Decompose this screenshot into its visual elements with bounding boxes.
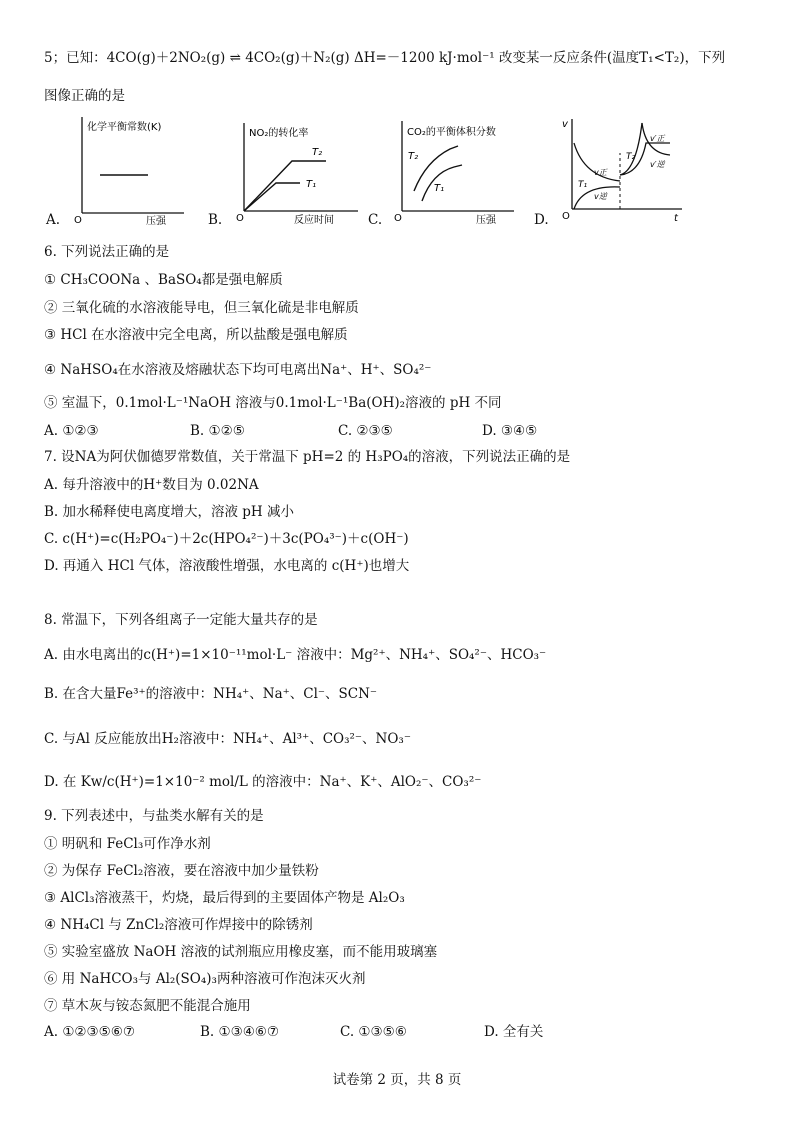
q9-item-2: ② 为保存 FeCl₂溶液，要在溶液中加少量铁粉: [44, 863, 319, 879]
graph-d-origin: O: [562, 211, 570, 222]
q6-item-4: ④ NaHSO₄在水溶液及熔融状态下均可电离出Na⁺、H⁺、SO₄²⁻: [44, 362, 432, 378]
q9-item-6: ⑥ 用 NaHCO₃与 Al₂(SO₄)₃两种溶液可作泡沫灭火剂: [44, 971, 366, 987]
graph-d-ylabel: v: [562, 119, 568, 130]
q5-option-a-label: A.: [46, 212, 61, 228]
q9-item-7: ⑦ 草木灰与铵态氮肥不能混合施用: [44, 998, 251, 1014]
graph-c-ylabel: CO₂的平衡体积分数: [407, 127, 496, 138]
q9-option-b: B. ①③④⑥⑦: [200, 1024, 280, 1040]
q9-option-d: D. 全有关: [484, 1024, 544, 1040]
q5-graph-b: [234, 113, 364, 225]
q5-option-c-label: C.: [368, 212, 383, 228]
q5-stem-line1: 5；已知：4CO(g)＋2NO₂(g) ⇌ 4CO₂(g)＋N₂(g) ΔH=－1200 kJ·mol⁻¹ 改变某一反应条件(温度T₁<T₂)，下列: [44, 50, 726, 66]
graph-d-curve-vz2: [620, 123, 642, 175]
graph-c-t1-label: T₁: [434, 183, 445, 194]
q7-option-b: B. 加水稀释使电离度增大，溶液 pH 减小: [44, 504, 295, 520]
graph-b-origin: O: [236, 213, 244, 224]
graph-d-vz1-label: v正: [594, 168, 607, 177]
graph-d-t1-label: T₁: [578, 180, 588, 190]
q9-item-4: ④ NH₄Cl 与 ZnCl₂溶液可作焊接中的除锈剂: [44, 917, 313, 933]
graph-a-ylabel: 化学平衡常数(K): [87, 122, 162, 133]
graph-d-vn2-label: v′逆: [650, 160, 665, 169]
q5-option-d-label: D.: [534, 212, 549, 228]
q9-option-a: A. ①②③⑤⑥⑦: [44, 1024, 135, 1040]
q5-option-b-label: B.: [208, 212, 223, 228]
graph-c-origin: O: [394, 213, 402, 224]
graph-b-ylabel: NO₂的转化率: [249, 128, 309, 139]
q7-option-a: A. 每升溶液中的H⁺数目为 0.02NA: [44, 477, 259, 493]
q8-option-d: D. 在 Kw/c(H⁺)=1×10⁻² mol/L 的溶液中：Na⁺、K⁺、AlO₂⁻、CO₃²⁻: [44, 774, 482, 790]
q8-option-b: B. 在含大量Fe³⁺的溶液中：NH₄⁺、Na⁺、Cl⁻、SCN⁻: [44, 686, 378, 702]
q9-item-3: ③ AlCl₃溶液蒸干，灼烧，最后得到的主要固体产物是 Al₂O₃: [44, 890, 405, 906]
graph-d-vn1-label: v逆: [594, 192, 607, 201]
graph-b-xlabel: 反应时间: [294, 215, 334, 225]
q6-item-3: ③ HCl 在水溶液中完全电离，所以盐酸是强电解质: [44, 327, 348, 343]
graph-c-xlabel: 压强: [476, 215, 496, 225]
q7-option-c: C. c(H⁺)=c(H₂PO₄⁻)＋2c(HPO₄²⁻)＋3c(PO₄³⁻)＋c(OH⁻): [44, 531, 409, 547]
q6-option-a: A. ①②③: [44, 423, 99, 439]
q5-stem-line2: 图像正确的是: [44, 88, 125, 104]
graph-b-t2-label: T₂: [312, 147, 323, 158]
q9-option-c: C. ①③⑤⑥: [340, 1024, 407, 1040]
graph-d-t2-label: T₂: [626, 152, 636, 162]
page-footer: 试卷第 2 页，共 8 页: [332, 1072, 462, 1088]
q5-graph-c: [392, 113, 522, 225]
graph-a-xlabel: 压强: [146, 216, 166, 225]
graph-b-curve-t1: [244, 183, 300, 211]
q9-item-1: ① 明矾和 FeCl₃可作净水剂: [44, 836, 211, 852]
q6-item-5: ⑤ 室温下，0.1mol·L⁻¹NaOH 溶液与0.1mol·L⁻¹Ba(OH)₂溶液的 pH 不同: [44, 395, 502, 411]
q6-option-b: B. ①②⑤: [190, 423, 245, 439]
q5-graph-d: [558, 113, 690, 225]
q5-graph-a: [72, 113, 192, 225]
q7-stem: 7. 设NA为阿伏伽德罗常数值，关于常温下 pH=2 的 H₃PO₄的溶液，下列说法正确的是: [44, 449, 571, 465]
q9-stem: 9. 下列表述中，与盐类水解有关的是: [44, 808, 264, 824]
q6-stem: 6. 下列说法正确的是: [44, 244, 170, 260]
q8-option-a: A. 由水电离出的c(H⁺)=1×10⁻¹¹mol·L⁻ 溶液中：Mg²⁺、NH₄⁺、SO₄²⁻、HCO₃⁻: [44, 647, 547, 663]
q8-option-c: C. 与Al 反应能放出H₂溶液中：NH₄⁺、Al³⁺、CO₃²⁻、NO₃⁻: [44, 731, 411, 747]
graph-d-xlabel: t: [674, 213, 678, 224]
graph-b-t1-label: T₁: [306, 179, 317, 190]
q6-option-c: C. ②③⑤: [338, 423, 393, 439]
q6-item-2: ② 三氧化硫的水溶液能导电，但三氧化硫是非电解质: [44, 300, 359, 316]
q9-item-5: ⑤ 实验室盛放 NaOH 溶液的试剂瓶应用橡皮塞，而不能用玻璃塞: [44, 944, 438, 960]
q7-option-d: D. 再通入 HCl 气体，溶液酸性增强，水电离的 c(H⁺)也增大: [44, 558, 410, 574]
q6-option-d: D. ③④⑤: [482, 423, 538, 439]
q6-item-1: ① CH₃COONa 、BaSO₄都是强电解质: [44, 272, 283, 288]
graph-c-t2-label: T₂: [408, 151, 419, 162]
graph-a-origin: O: [74, 215, 82, 225]
graph-d-vz2-label: v′正: [650, 134, 665, 143]
q8-stem: 8. 常温下，下列各组离子一定能大量共存的是: [44, 612, 318, 628]
